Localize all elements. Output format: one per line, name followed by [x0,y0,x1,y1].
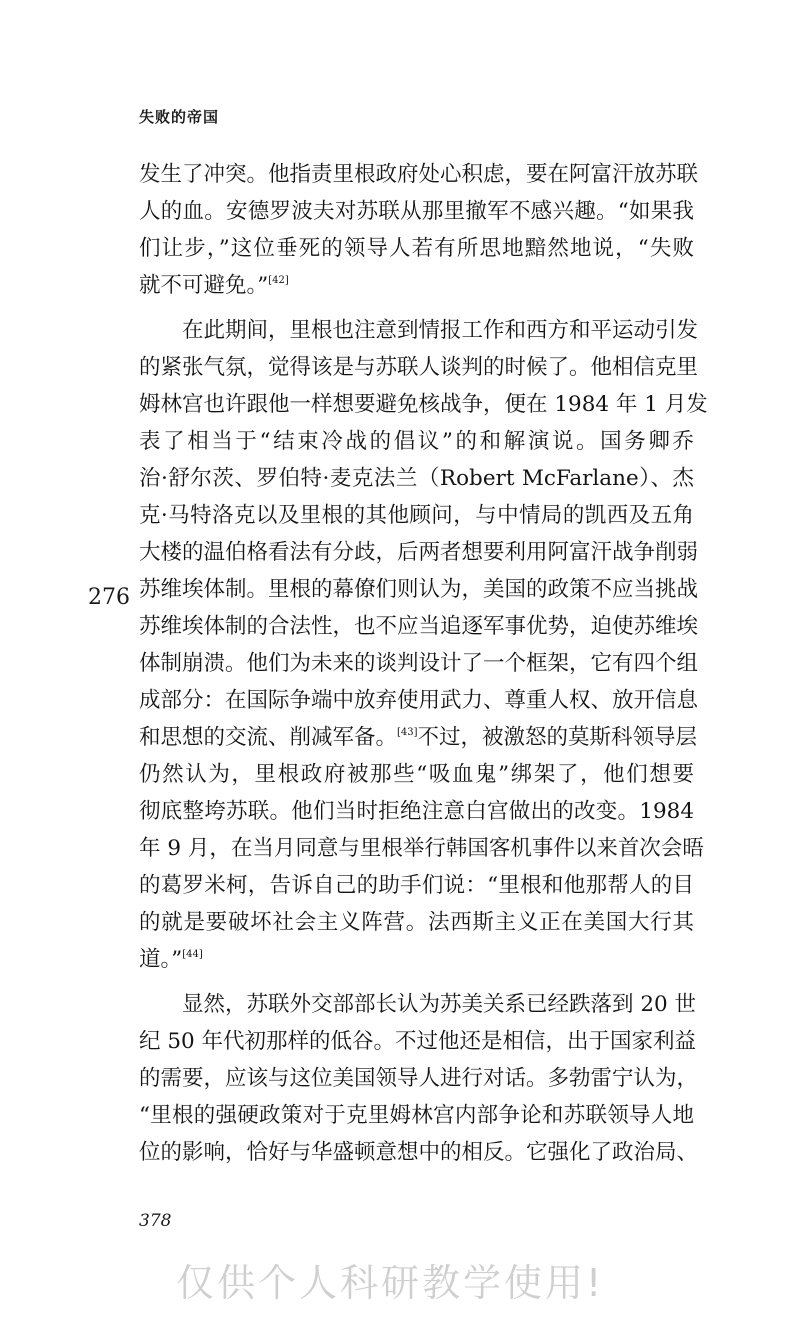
text-line: 发生了冲突。他指责里根政府处心积虑，要在阿富汗放苏联 [139,162,699,187]
text-line: 苏维埃体制。里根的幕僚们则认为，美国的政策不应当挑战 [139,577,699,602]
text-line: 克·马特洛克以及里根的其他顾问，与中情局的凯西及五角 [139,503,694,528]
text-line: 仍然认为，里根政府被那些“吸血鬼”绑架了，他们想要 [139,762,694,787]
text-line: 的就是要破坏社会主义阵营。法西斯主义正在美国大行其 [139,910,694,935]
text-line: 苏维埃体制的合法性，也不应当追逐军事优势，迫使苏维埃 [139,614,699,639]
text-line: 大楼的温伯格看法有分歧，后两者想要利用阿富汗战争削弱 [139,540,699,565]
text-line [139,719,698,756]
margin-page-number: 276 [88,585,130,610]
text-line: 表了相当于“结束冷战的倡议”的和解演说。国务卿乔 [139,429,694,454]
footnote-ref: [44] [182,949,203,960]
text-line [139,941,694,978]
text-line: 成部分：在国际争端中放弃使用武力、尊重人权、放开信息 [139,688,699,713]
page-number: 378 [139,1211,172,1231]
body-text [139,156,708,1171]
text-line: 的葛罗米柯，告诉自己的助手们说：“里根和他那帮人的目 [139,873,694,898]
text-line: 们让步，”这位垂死的领导人若有所思地黯然地说，“失败 [139,236,694,261]
text-line: 在此期间，里根也注意到情报工作和西方和平运动引发 [182,318,699,343]
text-line: 体制崩溃。他们为未来的谈判设计了一个框架，它有四个组 [139,651,699,676]
text-line: 年 9 月，在当月同意与里根举行韩国客机事件以来首次会晤 [139,836,704,861]
text-line: 的需要，应该与这位美国领导人进行对话。多勃雷宁认为， [139,1066,699,1091]
text-line: 彻底整垮苏联。他们当时拒绝注意白宫做出的改变。1984 [139,799,694,824]
text-line: 人的血。安德罗波夫对苏联从那里撤军不感兴趣。“如果我 [139,199,694,224]
footnote-ref: [43] [397,727,418,738]
watermark: 仅供个人科研教学使用! [176,1261,605,1305]
text-fragment: 就不可避免。” [139,273,269,298]
footnote-ref: [42] [268,275,289,286]
text-fragment: 不过，被激怒的莫斯科领导层 [417,725,698,750]
text-line: 治·舒尔茨、罗伯特·麦克法兰（Robert McFarlane）、杰 [139,466,694,491]
text-line: 显然，苏联外交部部长认为苏美关系已经跌落到 20 世 [182,992,697,1017]
text-fragment: 和思想的交流、削减军备。 [139,725,398,750]
text-line: 纪 50 年代初那样的低谷。不过他还是相信，出于国家利益 [139,1029,697,1054]
text-line: 姆林宫也许跟他一样想要避免核战争，便在 1984 年 1 月发 [139,392,708,417]
text-line: “里根的强硬政策对于克里姆林宫内部争论和苏联领导人地 [139,1103,694,1128]
text-fragment: 道。” [139,947,183,972]
text-line: 的紧张气氛，觉得该是与苏联人谈判的时候了。他相信克里 [139,355,699,380]
running-head: 失败的帝国 [139,108,220,126]
text-line [139,267,694,304]
text-line: 位的影响，恰好与华盛顿意想中的相反。它强化了政治局、 [139,1140,699,1165]
